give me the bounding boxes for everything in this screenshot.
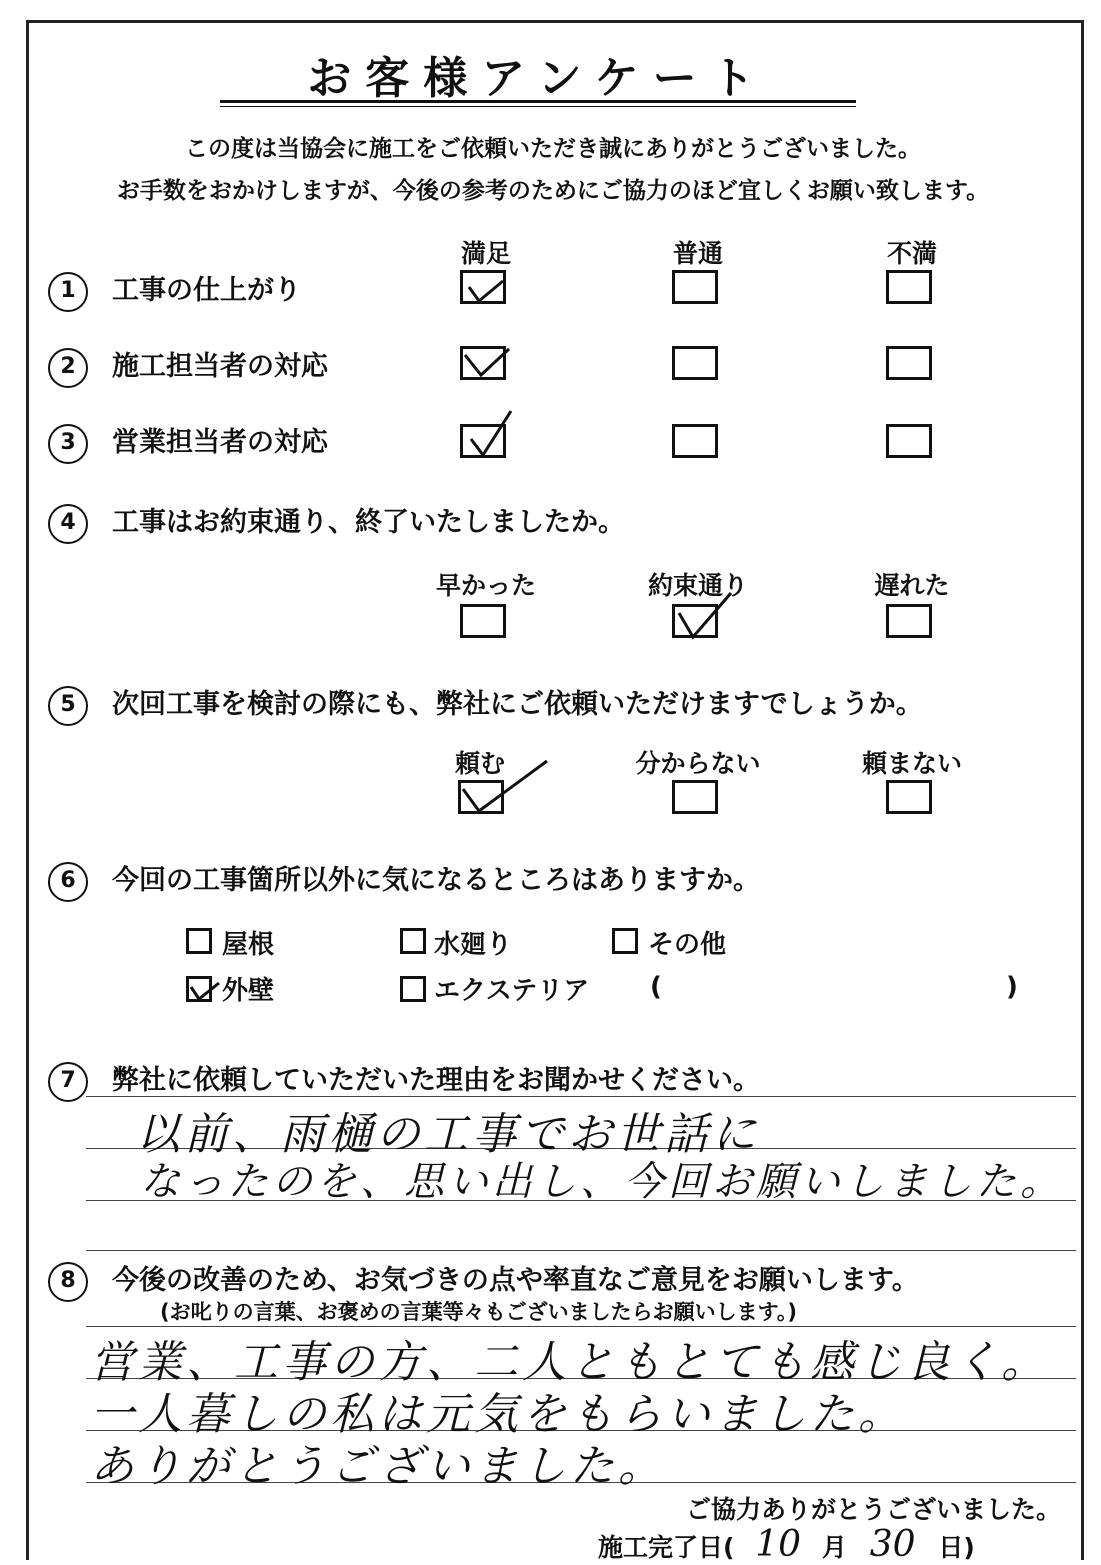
question-number: 6	[48, 862, 88, 902]
completion-month: 10	[755, 1524, 802, 1565]
q2-satisfied-checkbox[interactable]	[460, 346, 506, 380]
exterior-checkbox[interactable]	[400, 976, 426, 1002]
question-text: 次回工事を検討の際にも、弊社にご依頼いただけますでしょうか。	[112, 689, 923, 720]
q1-satisfied-checkbox[interactable]	[460, 270, 506, 304]
question-number: 7	[48, 1062, 88, 1102]
option-label-will-request: 頼む	[454, 749, 505, 778]
q1-average-checkbox[interactable]	[672, 270, 718, 304]
page-title: お客様アンケート	[307, 53, 769, 104]
q2-dissatisfied-checkbox[interactable]	[886, 346, 932, 380]
question-6	[48, 858, 760, 902]
question-text: 今後の改善のため、お気づきの点や率直なご意見をお願いします。	[112, 1265, 919, 1296]
q3-satisfied-checkbox[interactable]	[460, 424, 506, 458]
q8-subtext: (お叱りの言葉、お褒めの言葉等々もございましたらお願いします。)	[160, 1300, 798, 1324]
completion-date	[598, 1524, 975, 1565]
other-paren-open: (	[650, 972, 662, 1002]
question-text: 施工担当者の対応	[112, 351, 328, 382]
roof-checkbox[interactable]	[186, 928, 212, 954]
exterior-wall-label: 外壁	[222, 976, 275, 1006]
question-number: 4	[48, 504, 88, 544]
question-4	[48, 500, 625, 544]
title-underline-thin	[220, 106, 856, 107]
completion-month-unit: 月	[821, 1533, 847, 1562]
q5-will-not-request-checkbox[interactable]	[886, 780, 932, 814]
question-8	[48, 1258, 919, 1302]
q5-will-request-checkbox[interactable]	[458, 780, 504, 814]
option-label-average: 普通	[672, 239, 723, 268]
exterior-wall-checkbox[interactable]	[186, 976, 212, 1002]
roof-label: 屋根	[222, 930, 275, 960]
completion-day-unit: 日)	[938, 1533, 975, 1562]
option-label-satisfied: 満足	[460, 239, 511, 268]
question-3	[48, 420, 328, 464]
q8-answer-line-1: 営業、工事の方、二人ともとても感じ良く。	[90, 1337, 1050, 1388]
option-label-will-not-request: 頼まない	[861, 749, 962, 778]
title-underline	[220, 100, 856, 103]
other-checkbox[interactable]	[612, 928, 638, 954]
option-label-early: 早かった	[435, 571, 536, 600]
check-mark-icon	[463, 427, 523, 467]
q4-on-schedule-checkbox[interactable]	[672, 604, 718, 638]
question-1	[48, 268, 301, 312]
intro-line-2: お手数をおかけしますが、今後の参考のためにご協力のほど宜しくお願い致します。	[116, 178, 990, 204]
question-number: 5	[48, 686, 88, 726]
question-number: 2	[48, 348, 88, 388]
plumbing-label: 水廻り	[434, 930, 513, 960]
plumbing-checkbox[interactable]	[400, 928, 426, 954]
question-number: 8	[48, 1262, 88, 1302]
q8-answer-line-2: 一人暮しの私は元気をもらいました。	[90, 1389, 906, 1440]
intro-line-1: この度は当協会に施工をご依頼いただき誠にありがとうございました。	[185, 136, 921, 162]
question-text: 工事の仕上がり	[112, 275, 301, 306]
completion-date-label: 施工完了日(	[598, 1533, 735, 1562]
question-2	[48, 344, 328, 388]
question-5	[48, 682, 923, 726]
option-label-dissatisfied: 不満	[886, 239, 937, 268]
check-mark-icon	[463, 273, 523, 313]
q3-average-checkbox[interactable]	[672, 424, 718, 458]
closing-message: ご協力ありがとうございました。	[686, 1495, 1062, 1524]
question-text: 工事はお約束通り、終了いたしましたか。	[112, 507, 625, 538]
q8-answer-line-3: ありがとうございました。	[90, 1441, 666, 1492]
q4-early-checkbox[interactable]	[460, 604, 506, 638]
check-mark-icon	[461, 783, 561, 823]
other-paren-close: )	[1006, 972, 1018, 1002]
check-mark-icon	[675, 607, 755, 647]
question-text: 弊社に依頼していただいた理由をお聞かせください。	[112, 1065, 760, 1096]
exterior-label: エクステリア	[434, 976, 590, 1006]
other-label: その他	[648, 930, 727, 960]
question-number: 1	[48, 272, 88, 312]
question-text: 今回の工事箇所以外に気になるところはありますか。	[112, 865, 760, 896]
q4-late-checkbox[interactable]	[886, 604, 932, 638]
q7-answer-line-2: なったのを、思い出し、今回お願いしました。	[140, 1159, 1064, 1205]
q2-average-checkbox[interactable]	[672, 346, 718, 380]
answer-line	[86, 1096, 1076, 1097]
option-label-late: 遅れた	[874, 571, 950, 600]
q7-answer-line-1: 以前、雨樋の工事でお世話に	[136, 1109, 760, 1160]
check-mark-icon	[463, 349, 523, 389]
question-number: 3	[48, 424, 88, 464]
option-label-on-schedule: 約束通り	[647, 571, 748, 600]
completion-day: 30	[869, 1524, 916, 1565]
question-text: 営業担当者の対応	[112, 427, 328, 458]
q1-dissatisfied-checkbox[interactable]	[886, 270, 932, 304]
option-label-unsure: 分からない	[635, 749, 761, 778]
q5-unsure-checkbox[interactable]	[672, 780, 718, 814]
q3-dissatisfied-checkbox[interactable]	[886, 424, 932, 458]
question-7	[48, 1058, 760, 1102]
answer-line	[86, 1250, 1076, 1251]
